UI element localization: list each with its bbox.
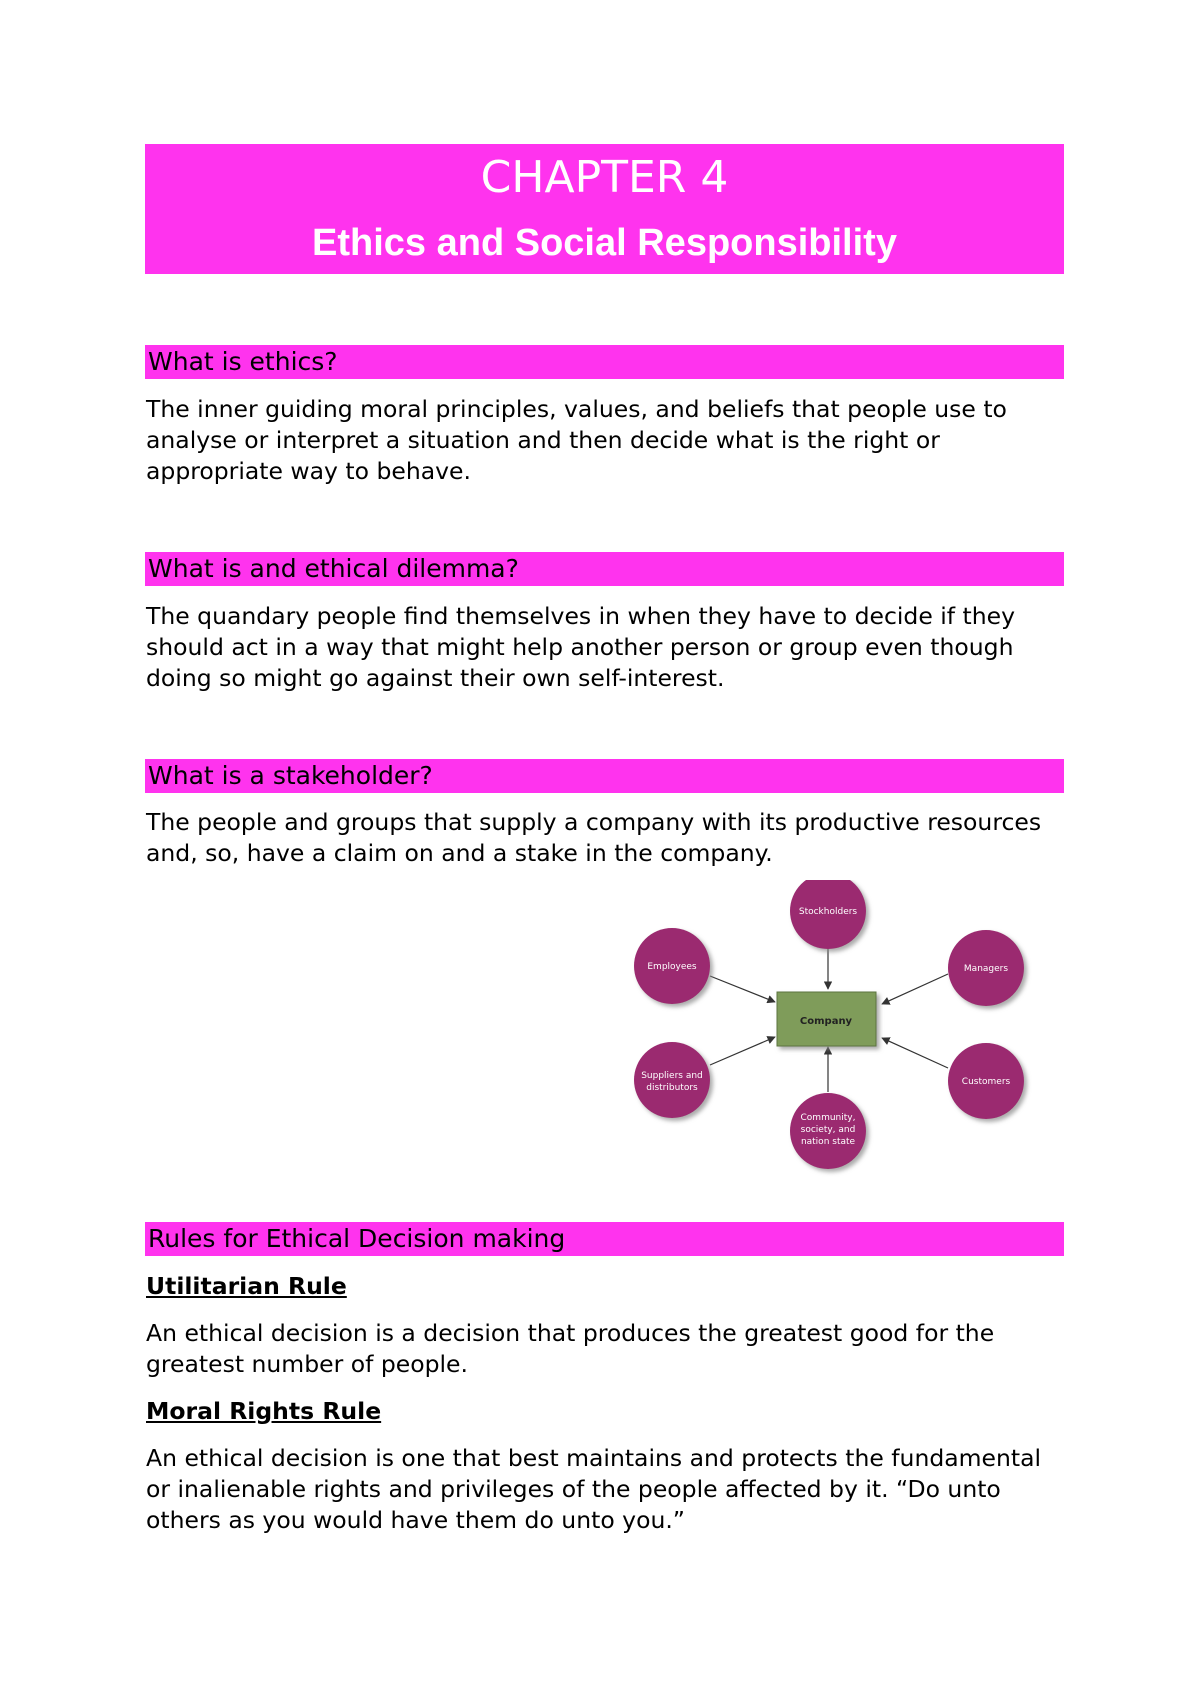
section-heading-dilemma: What is and ethical dilemma? [145, 552, 1064, 586]
chapter-title-box [145, 144, 1064, 274]
suppliers-label-line2: distributors [646, 1083, 698, 1093]
section-body-stakeholder: The people and groups that supply a company with its productive resources and, so, have a claim on and a stake in the company. [146, 808, 1042, 867]
company-label: Company [799, 1016, 853, 1027]
community-label-line2: society, and [800, 1125, 856, 1135]
community-label-line3: nation state [800, 1137, 856, 1147]
arrow-employees [710, 976, 775, 1002]
customers-label: Customers [961, 1077, 1011, 1087]
utilitarian-rule-body: An ethical decision is a decision that produces the greatest good for the greatest number of people. [146, 1319, 995, 1378]
chapter-number: CHAPTER 4 [480, 152, 729, 203]
arrow-managers [882, 974, 948, 1004]
stockholders-label: Stockholders [798, 907, 858, 917]
rules-heading: Rules for Ethical Decision making [145, 1222, 1064, 1256]
managers-label: Managers [963, 964, 1009, 974]
arrow-customers [882, 1038, 948, 1068]
section-body-ethics: The inner guiding moral principles, values, and beliefs that people use to analyse or interpret a situation and then decide what is the right or appropriate way to behave. [146, 395, 1007, 485]
section-body-dilemma: The quandary people find themselves in when they have to decide if they should act in a way that might help another person or group even though doing so might go against their own self-interest. [146, 602, 1015, 692]
arrow-suppliers [710, 1037, 775, 1065]
employees-label: Employees [647, 962, 697, 972]
moral-rights-rule-body: An ethical decision is one that best maintains and protects the fundamental or inalienable rights and privileges of the people affected by it. “Do unto others as you would have them do unto you.” [146, 1444, 1042, 1534]
section-heading-ethics: What is ethics? [145, 345, 1064, 379]
community-label-line1: Community, [800, 1113, 856, 1123]
suppliers-label-line1: Suppliers and [641, 1071, 703, 1081]
section-heading-stakeholder: What is a stakeholder? [145, 759, 1064, 793]
chapter-subtitle: Ethics and Social Responsibility [312, 222, 897, 264]
stakeholder-diagram [610, 880, 1050, 1180]
utilitarian-rule-title: Utilitarian Rule [146, 1272, 347, 1300]
moral-rights-rule-title: Moral Rights Rule [146, 1397, 382, 1425]
